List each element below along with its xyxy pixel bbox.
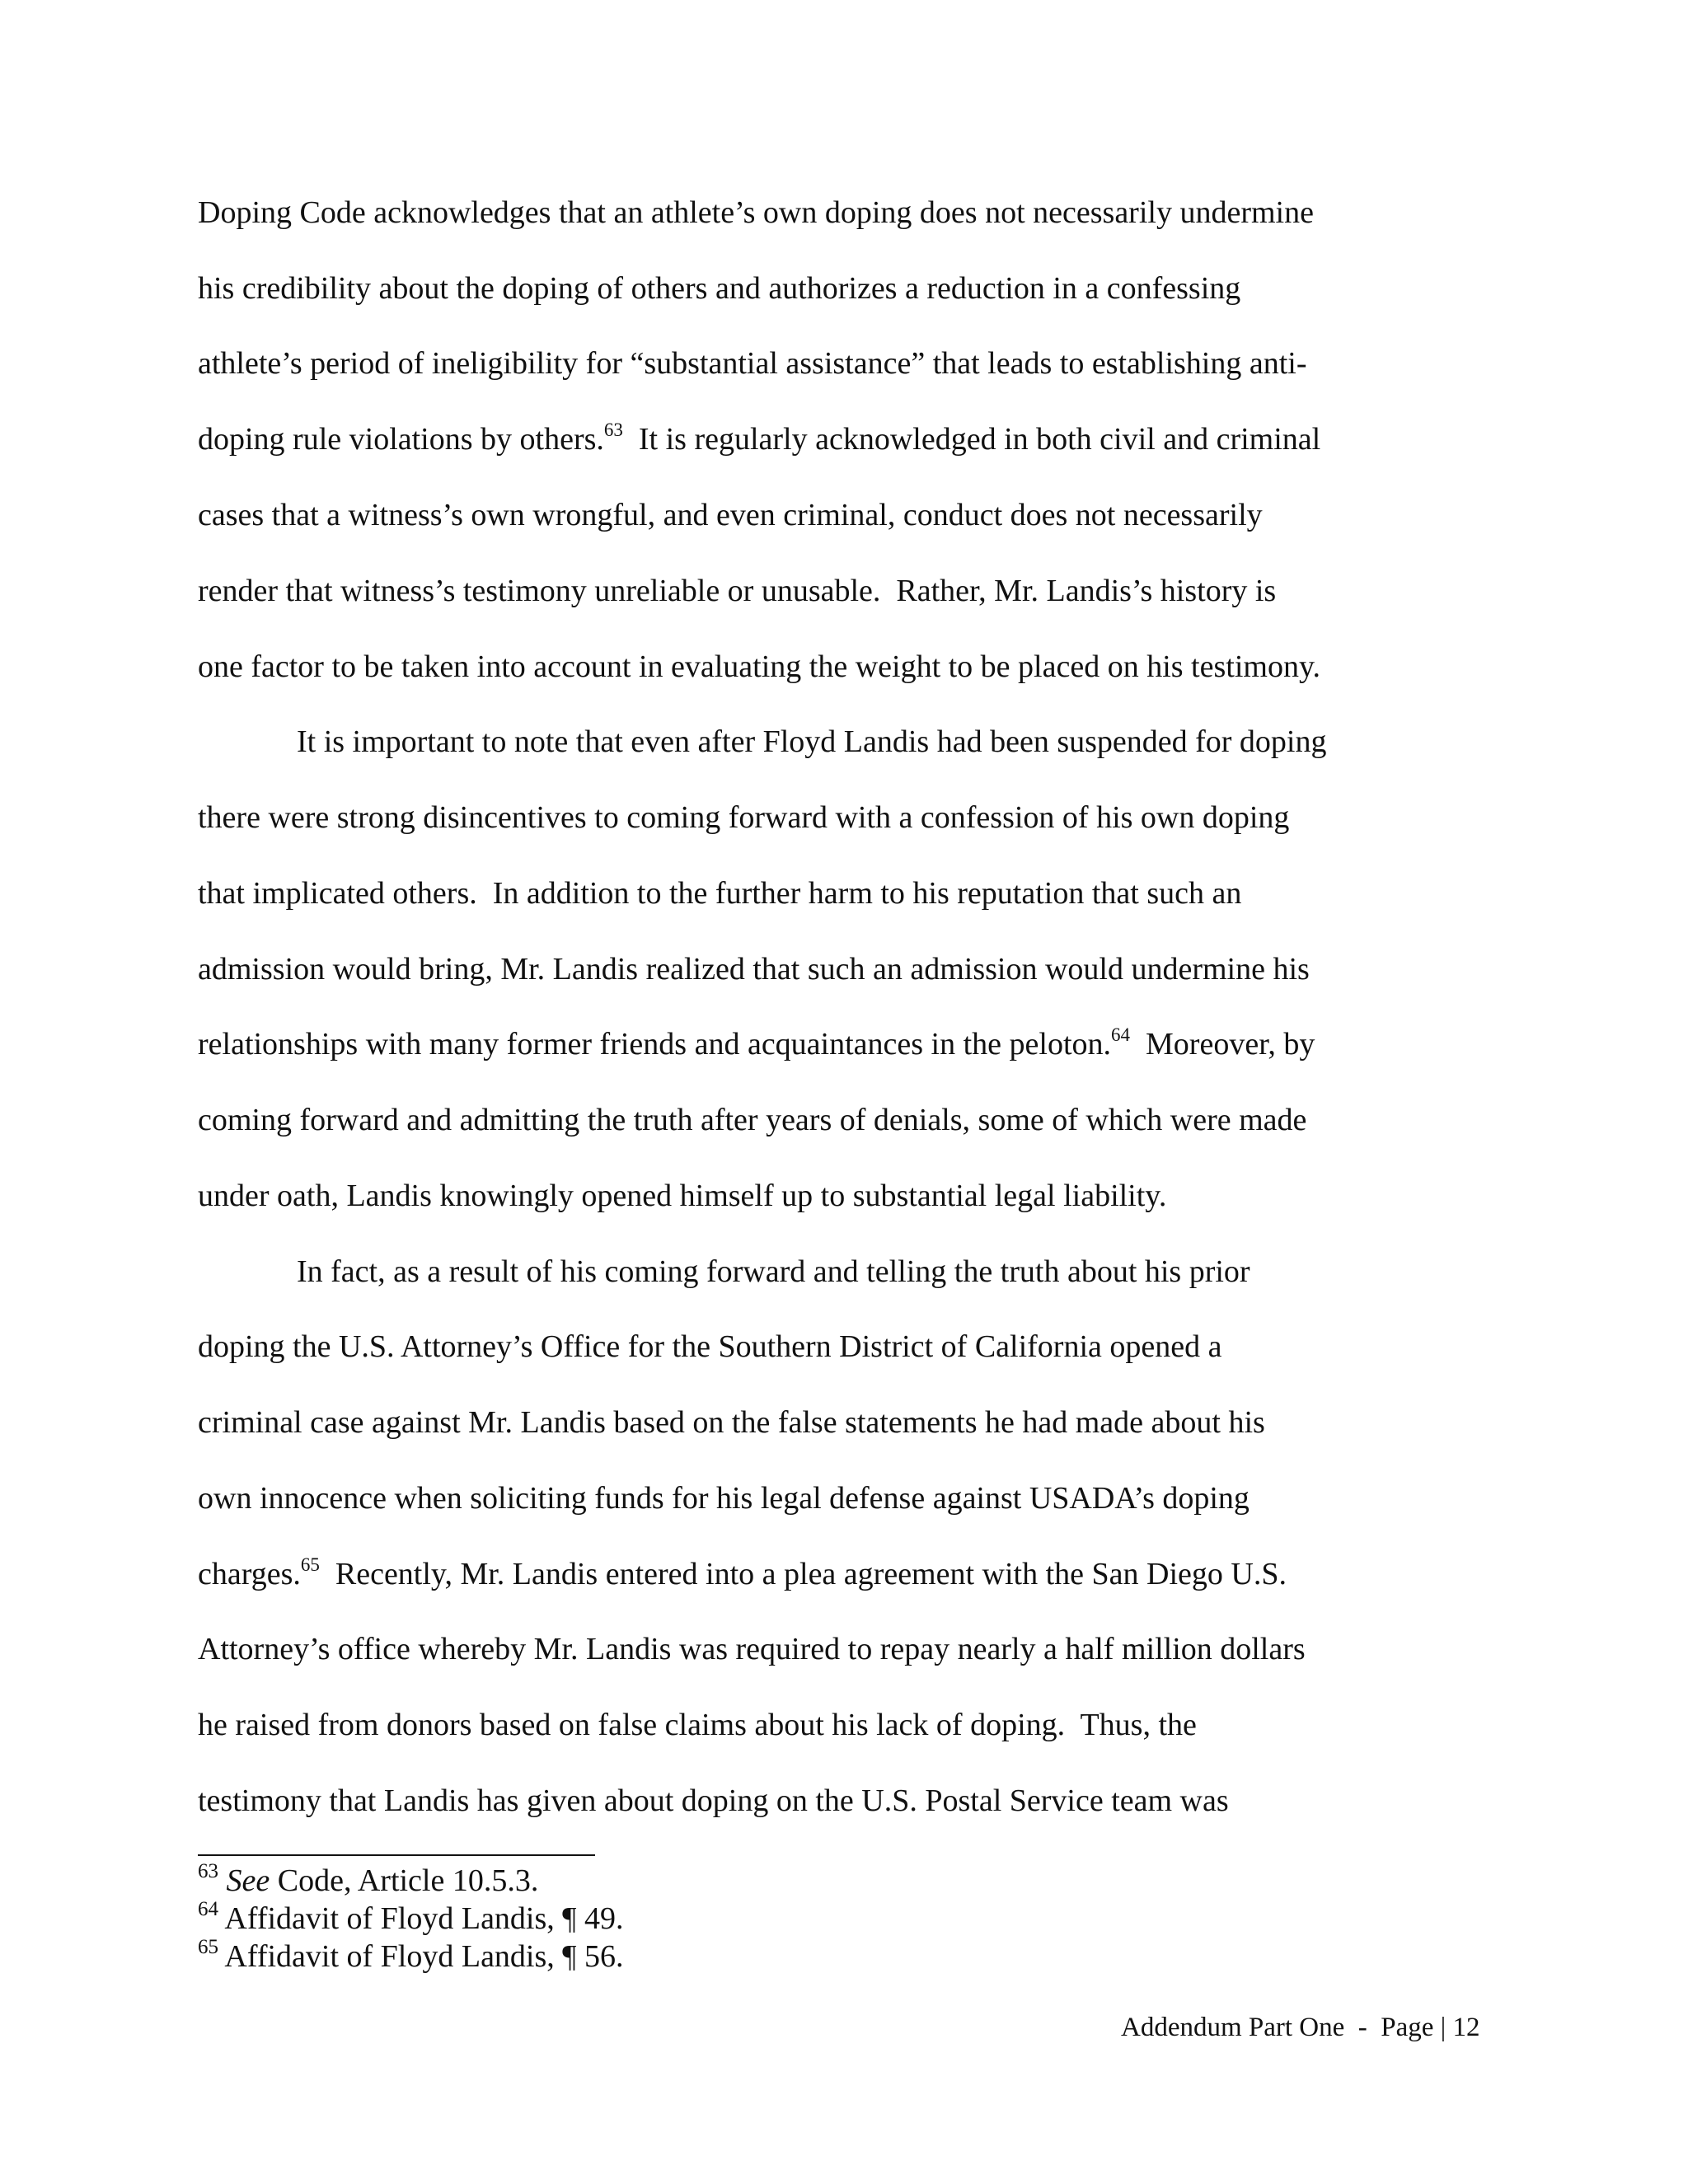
- body-line-8: It is important to note that even after Floyd Landis had been suspended for doping: [297, 724, 1327, 759]
- footnote-ref-63: 63: [603, 419, 623, 441]
- footnote-number: 63: [198, 1860, 218, 1883]
- body-line-9: there were strong disincentives to coming forward with a confession of his own doping: [198, 800, 1290, 835]
- footnote-65: [198, 1938, 624, 1975]
- body-line-17: criminal case against Mr. Landis based on the false statements he had made about his: [198, 1405, 1265, 1440]
- footnote-number: 65: [198, 1936, 218, 1959]
- footnote-64: [198, 1900, 624, 1937]
- body-line-11: admission would bring, Mr. Landis realized that such an admission would undermine his: [198, 952, 1310, 987]
- page-footer: Addendum Part One - Page | 12: [1121, 2013, 1480, 2042]
- footnote-signal: See: [226, 1863, 270, 1898]
- body-line-3: athlete’s period of ineligibility for “substantial assistance” that leads to establishing anti-: [198, 346, 1307, 381]
- body-line-21: he raised from donors based on false claims about his lack of doping. Thus, the: [198, 1708, 1197, 1742]
- body-line-1: Doping Code acknowledges that an athlete’s own doping does not necessarily undermine: [198, 195, 1314, 230]
- body-line-22: testimony that Landis has given about doping on the U.S. Postal Service team was: [198, 1783, 1229, 1818]
- footnote-text: Code, Article 10.5.3.: [270, 1863, 539, 1898]
- footnote-ref-64: 64: [1111, 1024, 1131, 1046]
- body-line-15: In fact, as a result of his coming forward and telling the truth about his prior: [297, 1254, 1250, 1289]
- body-line-5: cases that a witness’s own wrongful, and even criminal, conduct does not necessarily: [198, 498, 1263, 532]
- body-line-16: doping the U.S. Attorney’s Office for the Southern District of California opened a: [198, 1329, 1222, 1364]
- body-line-13: coming forward and admitting the truth after years of denials, some of which were made: [198, 1103, 1307, 1137]
- body-line-14: under oath, Landis knowingly opened himself up to substantial legal liability.: [198, 1179, 1167, 1213]
- body-line-19-tail: Recently, Mr. Landis entered into a plea agreement with the San Diego U.S.: [319, 1557, 1287, 1591]
- footnote-text: Affidavit of Floyd Landis, ¶ 49.: [218, 1901, 624, 1936]
- body-line-4-tail: It is regularly acknowledged in both civil and criminal: [622, 422, 1321, 457]
- footnote-63: [198, 1860, 539, 1899]
- body-line-2: his credibility about the doping of others and authorizes a reduction in a confessing: [198, 271, 1241, 306]
- body-line-6: render that witness’s testimony unreliable or unusable. Rather, Mr. Landis’s history is: [198, 574, 1277, 608]
- body-line-7: one factor to be taken into account in evaluating the weight to be placed on his testimony.: [198, 649, 1320, 684]
- body-line-12-text: relationships with many former friends and acquaintances in the peloton.: [198, 1027, 1112, 1062]
- body-line-4-text: doping rule violations by others.: [198, 422, 604, 457]
- body-line-19-text: charges.: [198, 1557, 301, 1591]
- footnote-text: Affidavit of Floyd Landis, ¶ 56.: [218, 1939, 624, 1974]
- body-line-12: [198, 1026, 1315, 1062]
- footnote-number: 64: [198, 1898, 218, 1921]
- body-line-10: that implicated others. In addition to the further harm to his reputation that such an: [198, 876, 1242, 911]
- footnote-separator: [198, 1854, 595, 1856]
- body-line-12-tail: Moreover, by: [1130, 1027, 1315, 1062]
- body-line-18: own innocence when soliciting funds for his legal defense against USADA’s doping: [198, 1481, 1250, 1516]
- body-line-4: [198, 421, 1320, 457]
- body-line-19: [198, 1556, 1287, 1592]
- footnote-ref-65: 65: [300, 1554, 320, 1576]
- body-line-20: Attorney’s office whereby Mr. Landis was required to repay nearly a half million dollars: [198, 1632, 1306, 1666]
